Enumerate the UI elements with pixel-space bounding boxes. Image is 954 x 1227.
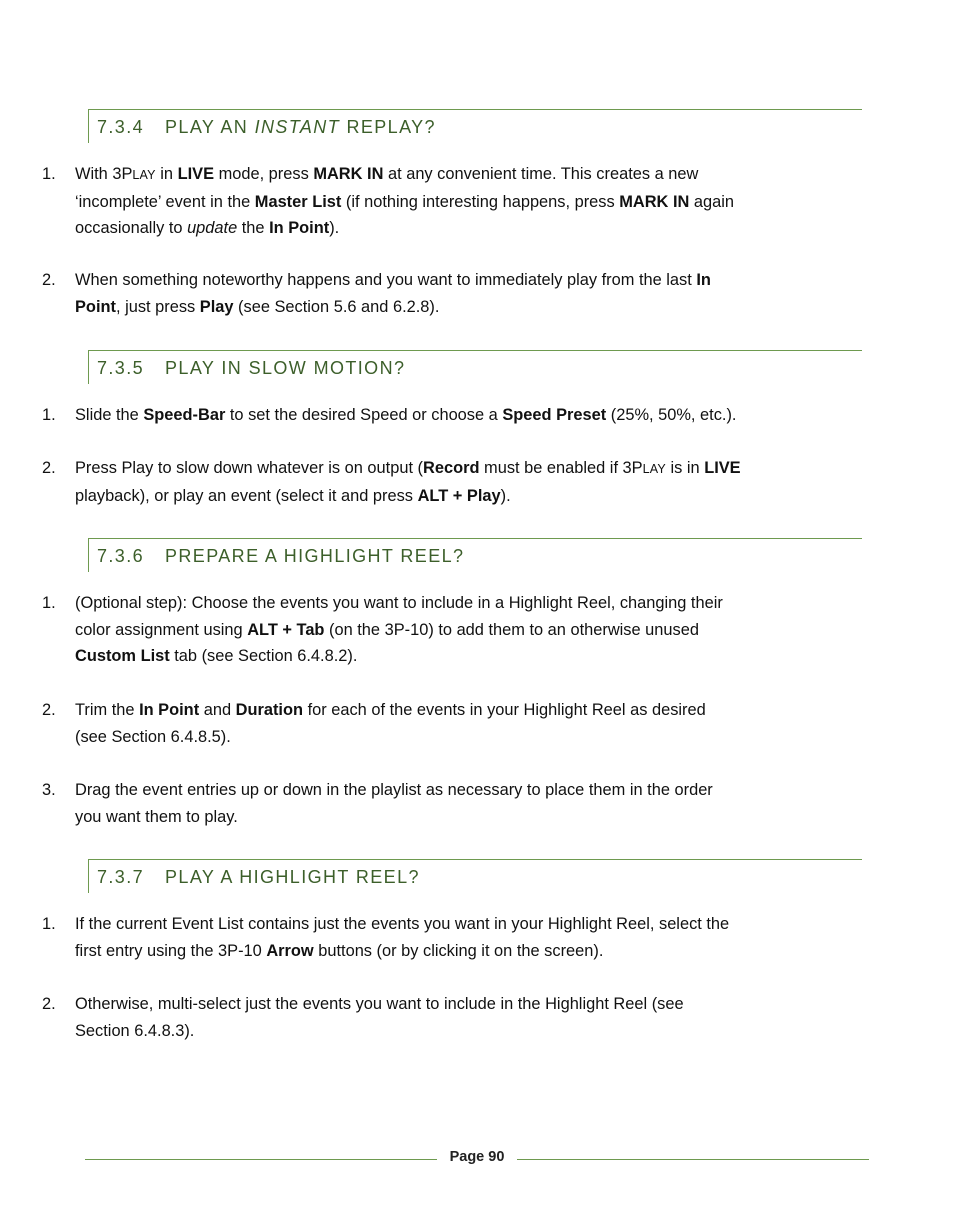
- text-run: again occasionally to: [75, 192, 735, 237]
- text-run: tab (see Section 6.4.8.2).: [169, 647, 358, 665]
- text-run: With 3P: [75, 165, 133, 183]
- page-footer: [85, 1147, 869, 1173]
- text-run: LAY: [132, 168, 156, 182]
- text-run: When something noteworthy happens and you want to immediately play from the last: [75, 271, 697, 289]
- section-7-3-6: [88, 538, 862, 572]
- text-run: Trim the: [75, 701, 140, 719]
- bold-text: MARK IN: [619, 192, 690, 211]
- bold-text: Duration: [235, 701, 304, 719]
- italic-text: update: [187, 219, 238, 237]
- bold-text: LIVE: [177, 165, 215, 183]
- list-item: 3. Drag the event entries up or down in the playlist as necessary to place them in the order you want them to play.: [42, 781, 713, 826]
- list-item: 2. Otherwise, multi-select just the events you want to include in the Highlight Reel (see Section 6.4.8.3).: [42, 995, 684, 1040]
- text-run: (see Section 5.6 and 6.2.8).: [233, 297, 440, 316]
- text-run: If the current Event List contains just the events you want in your Highlight Reel, select the first entry using the 3P-10: [75, 915, 730, 960]
- text-run: (25%, 50%, etc.).: [606, 406, 737, 424]
- text-run: Press Play to slow down whatever is on output (: [75, 459, 424, 477]
- list-item: 2. Press Play to slow down whatever is on output (Record must be enabled if 3PLAY is in LIVE playback), or play an event (select it and press ALT + Play).: [42, 459, 741, 505]
- bold-text: Play: [199, 297, 234, 316]
- bold-text: Speed-Bar: [143, 406, 226, 424]
- list-item: 1. (Optional step): Choose the events you want to include in a Highlight Reel, changing their color assignment using ALT + Tab (on the 3P-10) to add them to an otherwise unused Custom List tab (see Section 6.4.8.2).: [42, 594, 723, 665]
- section-heading: [88, 350, 862, 384]
- bold-text: Speed Preset: [502, 406, 607, 424]
- bold-text: ALT + Tab: [247, 620, 325, 639]
- text-run: (Optional step): Choose the events you want to include in a Highlight Reel, changing their color assignment using: [75, 594, 723, 639]
- section-title: 7.3.4 PLAY AN INSTANT REPLAY?: [97, 117, 436, 137]
- text-run: ).: [329, 219, 340, 237]
- bold-text: In Point: [139, 701, 200, 719]
- bold-text: In Point: [75, 271, 711, 316]
- text-run: Otherwise, multi-select just the events you want to include in the Highlight Reel (see Section 6.4.8.3).: [75, 995, 684, 1040]
- text-run: in: [155, 165, 178, 183]
- bold-text: LIVE: [704, 459, 741, 477]
- section-title: 7.3.7 PLAY A HIGHLIGHT REEL?: [97, 867, 420, 887]
- list-item: 1. If the current Event List contains just the events you want in your Highlight Reel, select the first entry using the 3P-10 Arrow buttons (or by clicking it on the screen).: [42, 915, 730, 960]
- section-title: 7.3.5 PLAY IN SLOW MOTION?: [97, 358, 406, 378]
- text-run: mode, press: [214, 165, 314, 183]
- list-item: 1. Slide the Speed-Bar to set the desired Speed or choose a Speed Preset (25%, 50%, etc.).: [42, 406, 737, 424]
- section-7-3-7: [88, 859, 862, 893]
- text-run: ).: [500, 486, 511, 505]
- text-run: (if nothing interesting happens, press: [341, 192, 620, 211]
- list-item: 2. Trim the In Point and Duration for each of the events in your Highlight Reel as desired (see Section 6.4.8.5).: [42, 701, 706, 746]
- list-item: 1. With 3PLAY in LIVE mode, press MARK IN at any convenient time. This creates a new ‘incomplete’ event in the Master List (if nothing interesting happens, press MARK IN again occasionally to update the In Point).: [42, 165, 735, 237]
- text-run: is in: [665, 459, 705, 477]
- bold-text: ALT + Play: [417, 486, 501, 505]
- bold-text: Custom List: [75, 647, 170, 665]
- bold-text: In Point: [269, 219, 330, 237]
- footer-rule-left: [85, 1159, 437, 1160]
- text-run: Slide the: [75, 406, 144, 424]
- bold-text: Record: [423, 459, 480, 477]
- text-run: , just press: [115, 297, 200, 316]
- text-run: buttons (or by clicking it on the screen).: [313, 941, 604, 960]
- text-run: the: [237, 219, 270, 237]
- section-7-3-4: [88, 109, 862, 143]
- section-heading: [88, 859, 862, 893]
- page-number: Page 90: [449, 1149, 505, 1165]
- footer-rule-right: [517, 1159, 869, 1160]
- bold-text: Arrow: [266, 941, 314, 960]
- bold-text: Master List: [254, 192, 342, 211]
- text-run: LAY: [642, 462, 666, 476]
- bold-text: MARK IN: [313, 165, 384, 183]
- list-item: 2. When something noteworthy happens and you want to immediately play from the last In Point, just press Play (see Section 5.6 and 6.2.8).: [42, 271, 711, 316]
- section-heading: [88, 109, 862, 143]
- section-7-3-5: [88, 350, 862, 384]
- text-run: and: [199, 701, 236, 719]
- text-run: at any convenient time. This creates a new ‘incomplete’ event in the: [75, 165, 699, 211]
- text-run: must be enabled if 3P: [479, 459, 643, 477]
- section-title: 7.3.6 PREPARE A HIGHLIGHT REEL?: [97, 546, 465, 566]
- text-run: for each of the events in your Highlight Reel as desired (see Section 6.4.8.5).: [75, 701, 706, 746]
- text-run: Drag the event entries up or down in the playlist as necessary to place them in the order you want them to play.: [75, 781, 713, 826]
- text-run: to set the desired Speed or choose a: [225, 406, 503, 424]
- text-run: (on the 3P-10) to add them to an otherwise unused: [324, 620, 699, 639]
- text-run: playback), or play an event (select it and press: [75, 486, 418, 505]
- section-heading: [88, 538, 862, 572]
